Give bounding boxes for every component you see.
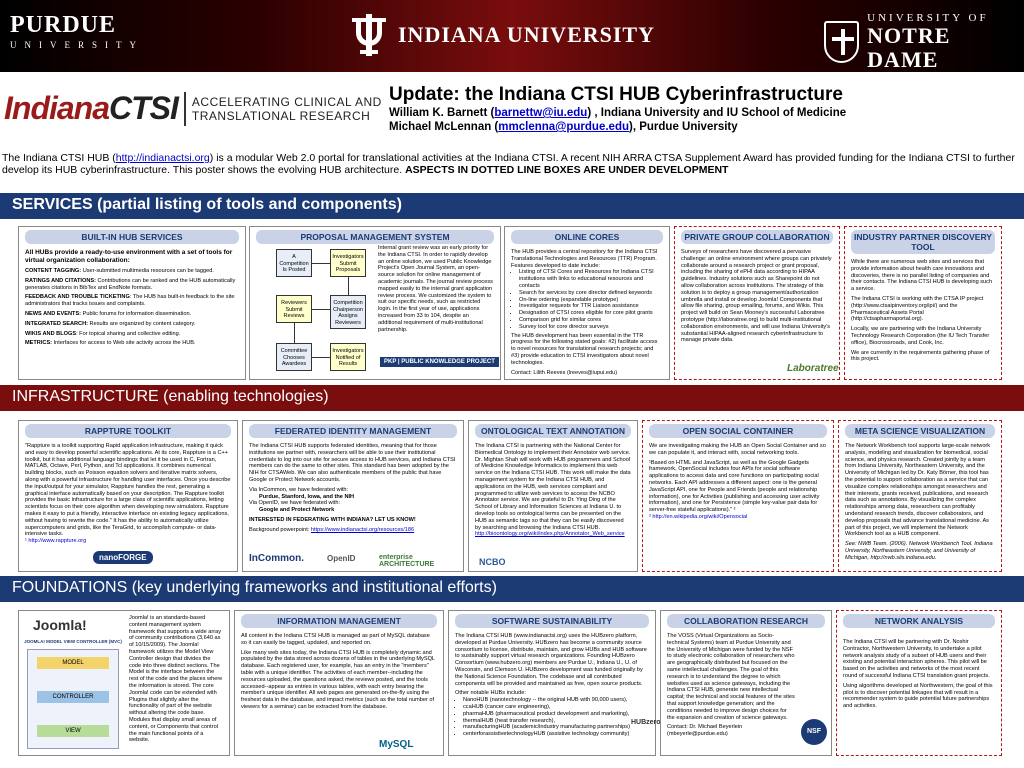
proposal-management-box <box>249 226 501 380</box>
builtin-lead: All HUBs provide a ready-to-use environment with a set of tools for virtual organization collaboration: <box>25 249 233 264</box>
flow-node-choose-awardees: Committee Chooses Awardees <box>276 343 312 371</box>
open-social-box <box>642 420 834 572</box>
opensocial-title: OPEN SOCIAL CONTAINER <box>649 424 827 438</box>
logo-ctsi: CTSI <box>109 90 178 126</box>
list-item: • pharmaHUB (pharmaceutical product development and marketing), <box>463 711 639 718</box>
enterprise-architecture-logo: enterprise ARCHITECTURE <box>379 554 435 568</box>
rappture-ref: ¹ http://www.rappture.org <box>25 538 87 545</box>
collaboration-research-box <box>660 610 832 756</box>
online-cores-text: The HUB provides a central repository for the Indiana CTSI Translational Technologies and Resources (TTR) Program. Features developed to date include: • Listing of CTSI Cores and Resources for Indiana CTSI institutions with links to educational resources and contacts • Search for services by core director defined keywords • On-line ordering (expandable prototype) • Investigator requests for TTR Liaison assistance • Designation of CTSI cores eligible for core pilot grants • Comparison grid for similar cores • Survey tool for core director surveys The HUB development has been essential in the TTR progress for the following stated goals: #2) facilitate access to novel resources for translational research projects; and #3) provide education to CTSI investigators about novel technologies. Contact: Lilith Reeves (lreeves@iupui.edu) <box>505 247 669 381</box>
fedid-text: The Indiana CTSI HUB supports federated identities, meaning that for those institutions we partner with, researchers will be able to use their institutional credentials to log into our site for secure access to HUB services, and Indiana CTSI members can do the same to other sites. This standard has been adopted by the NIH for CTSAWeb. We can also authenticate members of the public that have Google or Protect Network accounts. Via InCommon, we have federated with: Purdue, Stanford, Iowa, and the NIH Via OpenID, we have federated with: Google and Protect Network INTERESTED IN FEDERATING WITH INDIANA? LET US KNOW! Background powerpoint: https://www.indianactsi.org/resources/186 <box>249 443 456 533</box>
purdue-logo <box>10 12 144 50</box>
nd-line2: NOTRE DAME <box>867 23 951 72</box>
author1-email-link[interactable]: barnettw@iu.edu <box>494 107 588 119</box>
builtin-item: WIKIS AND BLOGS: For topical sharing and collective editing. <box>25 330 181 337</box>
logo-tagline <box>192 95 382 123</box>
intro-paragraph: The Indiana CTSI HUB (http://indianactsi.org) is a modular Web 2.0 portal for translational activities at the Indiana CTSI. A recent NIH ARRA CTSA Supplement Award has provided funding for the Indiana CTSI to further develop its HUB cyberinfrastructure. This poster shows the evolving HUB architecture. ASPECTS IN DOTTED LINE BOXES ARE UNDER DEVELOPMENT <box>2 152 1015 176</box>
flow-node-submit-proposals: Investigators Submit Proposals <box>330 249 366 277</box>
openid-logo: OpenID <box>327 554 356 563</box>
flow-node-submit-reviews: Reviewers Submit Reviews <box>276 295 312 323</box>
logo-indiana: Indiana <box>4 90 110 126</box>
online-cores-list <box>519 269 663 330</box>
builtin-item: CONTENT TAGGING: User-submitted multimedia resources can be tagged. <box>25 268 214 274</box>
builtin-text <box>19 247 245 352</box>
online-cores-title: ONLINE CORES <box>511 230 663 244</box>
logo-divider <box>184 92 186 126</box>
opensocial-ref: ² http://en.wikipedia.org/wiki/Opensocial <box>649 513 748 520</box>
poster-title: Update: the Indiana CTSI HUB Cyberinfrastructure <box>389 84 843 105</box>
list-item: • Comparison grid for similar cores <box>519 317 663 324</box>
infomgmt-text: All content in the Indiana CTSI HUB is managed as part of MySQL database so it can easily be tagged, updated, and reported on. Like many web sites today, the Indiana CTSI HUB is completely dynamic and populated by the data stored across dozens of tables in the underlying MySQL database. Each registered user, for example, has an entry in the "members" table with a unique identifier. The activities of each member--including the resources uploaded, the questions asked, the reviews posted, and the tools accessed--appear as entries in various tables, with each entry bearing the member's unique identifier. All web pages are generated on-the-fly using the freshest data in the database, and impact metrics (such as the total number of viewers for a seminar) can be extracted from the database. <box>241 633 435 710</box>
industry-text: While there are numerous web sites and services that provide information about health care innovations and discoveries, there is no parallel listing of companies and their contacts. The Indiana CTSI HUB is developing such a service. The Indiana CTSI is working with the CTSA IP project (http://www.ctsaipinventory.org/ipi/) and the Pharmaceutical Assets Portal (http://ctsapharmaportal.org). Locally, we are partnering with the Indiana University Technology Research Corporation (the IU Tech Transfer office), Biocrossroads, and Cook, Inc. We are currently in the requirements gathering phase of this project. <box>851 259 993 363</box>
author2-email-link[interactable]: mmclenna@purdue.edu <box>498 121 629 133</box>
iu-trident-icon <box>352 14 386 56</box>
author-line-2: Michael McLennan (mmclenna@purdue.edu), Purdue University <box>389 121 738 133</box>
purdue-subtitle: UNIVERSITY <box>10 40 144 50</box>
iu-wordmark: INDIANA UNIVERSITY <box>398 22 655 47</box>
section-foundations: FOUNDATIONS (key underlying frameworks and institutional efforts) <box>0 576 1024 602</box>
ontological-annotation-box <box>468 420 638 572</box>
collab-text: The VOSS (Virtual Organizations as Socio-technical Systems) team at Purdue University and the University of Michigan were funded by the NSF to study electronic collaboration of researchers who are geographically distributed but focused on the same intellectual challenges. The goal of this research is to understand the degree to which websites used as science gateways, including the Indiana CTSI HUB, generate new intellectual capital; the technical and social features of the sites that support knowledge generation; and the conditions needed to improve design choices for the expansion and creation of science gateways. Contact: Dr. Michael Beyerlein (mbeyerle@purdue.edu) <box>667 633 795 738</box>
builtin-item: NEWS AND EVENTS: Public forums for information dissemination. <box>25 310 192 317</box>
flow-node-competition-posted: A Competition Is Posted <box>276 249 312 277</box>
incommon-logo: InCommon. <box>249 553 304 564</box>
ontology-text: The Indiana CTSI is partnering with the National Center for Biomedical Ontology to implement their Annotator web service. Dr. Mightan Shah will work with HUB programmers and School of Medicine Knowledge Informatics to implement this web service on the Indiana CTSI HUB. This work will make the data management system for the Indiana CTSI HUB, and applications on the HUB, web services compliant and programmed to utilize web services to access the NCBO Annotator service. We are grateful to Dr. Ying Ding of the School of Library and Information Sciences at Indiana U. to develop tools so ontological terms can be presented on the HUB as semantic tags so that they can be easily discovered by searching and browsing the Indiana CTSI HUB. http://bioontology.org/wiki/index.php/Annotator_Web_service <box>475 443 631 538</box>
list-item: • Survey tool for core director surveys <box>519 324 663 331</box>
intro-url-link[interactable]: http://indianactsi.org <box>115 152 210 164</box>
mvc-controller-layer: CONTROLLER <box>37 691 109 703</box>
proposal-flow-diagram <box>250 245 376 377</box>
section-infrastructure: INFRASTRUCTURE (enabling technologies) <box>0 385 1024 411</box>
joomla-logo: Joomla! <box>33 617 87 633</box>
proposal-title: PROPOSAL MANAGEMENT SYSTEM <box>256 230 494 244</box>
online-contact: Contact: Lilith Reeves (lreeves@iupui.edu) <box>511 369 618 376</box>
fedid-cta: INTERESTED IN FEDERATING WITH INDIANA? LET US KNOW! <box>249 516 416 523</box>
notre-dame-logo <box>824 12 1024 72</box>
flow-arrow <box>312 357 330 358</box>
rappture-box <box>18 420 238 572</box>
mvc-model-layer: MODEL <box>37 657 109 669</box>
joomla-box <box>18 610 230 756</box>
flow-arrow <box>294 323 295 343</box>
industry-title: INDUSTRY PARTNER DISCOVERY TOOL <box>851 230 995 254</box>
builtin-item: INTEGRATED SEARCH: Results are organized by content category. <box>25 320 196 327</box>
builtin-item: METRICS: Interfaces for access to Web site activity across the HUB. <box>25 340 196 347</box>
list-item: • Investigator requests for TTR Liaison assistance <box>519 303 663 310</box>
flow-node-assign-reviewers: Competition Chairperson Assigns Reviewers <box>330 295 366 329</box>
builtin-services-box <box>18 226 246 380</box>
meta-science-box <box>838 420 1002 572</box>
list-item: • centerforassistivetechnologyHUB (assistive technology community) <box>463 731 639 738</box>
fedid-background-link[interactable]: https://www.indianactsi.org/resources/186 <box>310 526 415 533</box>
rappture-text: "Rappture is a toolkit supporting Rapid application infrastructure, making it quick and easy to develop powerful scientific applications. At its core, Rappture is a C++ toolkit, but it has additional language bindings that let it be used in C, Fortran, MATLAB, Octave, Perl, Python, and Tcl applications. It combines numerical building blocks, such as Poisson equation solvers and iterative matrix solvers, along with a powerful infrastructure for handling user interfaces. Once you describe the input/output for your simulator, Rappture handles the rest, generating a graphical interface automatically based on your description. The Rappture toolkit provides the basic infrastructure for a large class of scientific applications, letting scientists focus on their core algorithm when developing new simulators. Rappture makes it easy to put a friendly, interactive interface on existing legacy applications, without having to rewrite the code." It has the ability to automatically utilize supercomputers and grids, like the TeraGrid, to accomplish compute- or data-intensive tasks. ¹ http://www.rappture.org <box>25 443 231 545</box>
network-text: The Indiana CTSI will be partnering with Dr. Noshir Contractor, Northwestern University, to undertake a pilot network analysis study of a subset of HUB users and their existing and potential interaction spheres. This pilot will be based on the activities and networks of the most recent round of successful Indiana CTSI translation grant projects. Using algorithms developed at Northwestern, the goal of this pilot is to discover potential linkages that will result in a recommender system to guide potential future partnerships and activities. <box>843 639 993 710</box>
shield-icon <box>824 21 859 63</box>
private-text: Surveys of researchers have discovered a pervasive challenge: an online environment where groups can privately collaborate around a research project or grant proposal, including the sharing of ePHI data according to HIPAA guidelines. Industry solutions such as Sharepoint do not allow collaboration across institutions. The strategy of this solution is to deploy a group management/authorization umbrella and install or develop Joomla! Components that allow file sharing, group emailing, forums, and Wikis. This project will build on Sean Mooney's successful Laboratree prototype (http://laboratree.org) to build multi-institutional collaboration environments, and will use Indiana University's substantial HIPAA-aligned research cyberinfrastructure to manage private data. <box>681 249 832 344</box>
list-item: • On-line ordering (expandable prototype) <box>519 297 663 304</box>
joomla-mvc-caption: JOOMLA! MODEL VIEW CONTROLLER (MVC) <box>24 639 122 644</box>
nanoforge-logo: nanoFORGE <box>93 551 153 564</box>
flow-arrow <box>312 309 330 310</box>
list-item: • Designation of CTSI cores eligible for core pilot grants <box>519 310 663 317</box>
collab-contact: Contact: Dr. Michael Beyerlein (mbeyerle@purdue.edu) <box>667 724 743 738</box>
tagline-line1: ACCELERATING CLINICAL AND <box>191 94 382 109</box>
private-title: PRIVATE GROUP COLLABORATION <box>681 230 833 244</box>
software-sustainability-box <box>448 610 661 756</box>
flow-node-notify-results: Investigators Notified of Results <box>330 343 366 371</box>
opensocial-text: We are investigating making the HUB an Open Social Container and so we can populate it, and interact with, social networking tools. ¹Based on HTML and JavaScript, as well as the Google Gadgets framework, OpenSocial includes four APIs for social software applications to access data and core functions on participating social networks. Each API addresses a different aspect: one is the general JavaScript API, one for People and Friends (people and relationship information), one for Activities (publishing and accessing user activity information), and one for Persistence (simple key-value pair data for server-free stateful applications)." ² ² http://en.wikipedia.org/wiki/Opensocial <box>649 443 826 520</box>
rappture-title: RAPPTURE TOOLKIT <box>25 424 231 438</box>
federated-identity-box <box>242 420 464 572</box>
list-item: • Search for services by core director defined keywords <box>519 290 663 297</box>
builtin-item: RATINGS AND CITATIONS: Contributions can be ranked and the HUB automatically generates citations in BibTex and EndNote formats. <box>25 277 236 291</box>
proposal-text: Internal grant review was an early priority for the Indiana CTSI. In order to rapidly develop an online solution, we used Public Knowledge Project's Open Journal System, an open-source solution for online management of academic journals. The journal review process mapped easily to the internal grant application review process. We customized the system to suit our specific needs, such as restricted login. In the first year of use, applications increased from 33 to 104, despite an additional requirement of multi-institutional partnership. <box>378 245 493 333</box>
author-line-1: William K. Barnett (barnettw@iu.edu) , Indiana University and IU School of Medicine <box>389 107 847 119</box>
industry-partner-box <box>844 226 1002 380</box>
list-item: • NanoHUB (nanotechnology -- the original HUB with 90,000 users), <box>463 697 639 704</box>
joomla-mvc-diagram <box>23 615 123 753</box>
mvc-view-layer: VIEW <box>37 725 109 737</box>
network-analysis-box <box>836 610 1002 756</box>
mysql-logo: MySQL <box>379 739 414 750</box>
header-banner <box>0 0 1024 72</box>
builtin-title: BUILT-IN HUB SERVICES <box>25 230 239 244</box>
metascience-title: META SCIENCE VISUALIZATION <box>845 424 995 438</box>
ontology-title: ONTOLOGICAL TEXT ANNOTATION <box>475 424 631 438</box>
software-hubs-list <box>463 697 639 738</box>
collab-title: COLLABORATION RESEARCH <box>667 614 825 628</box>
indiana-ctsi-logo <box>4 90 382 127</box>
ontology-url-link[interactable]: http://bioontology.org/wiki/index.php/Annotator_Web_service <box>475 531 625 538</box>
software-title: SOFTWARE SUSTAINABILITY <box>455 614 649 628</box>
ncbo-logo: NCBO <box>479 557 506 567</box>
tagline-line2: TRANSLATIONAL RESEARCH <box>191 108 371 123</box>
list-item: • ccaHUB (cancer care engineering), <box>463 704 639 711</box>
flow-arrow <box>312 263 330 264</box>
pkp-logo: PKP | PUBLIC KNOWLEDGE PROJECT <box>380 357 499 367</box>
builtin-item: FEEDBACK AND TROUBLE TICKETING: The HUB has built-in feedback to the site administrators that tracks issues and complaints. <box>25 294 235 308</box>
section-services: SERVICES (partial listing of tools and components) <box>0 193 1024 219</box>
online-cores-box <box>504 226 670 380</box>
nd-line1: UNIVERSITY OF <box>867 12 989 24</box>
purdue-wordmark: PURDUE <box>10 12 116 38</box>
network-title: NETWORK ANALYSIS <box>843 614 995 628</box>
poster-title-block <box>389 84 846 134</box>
metascience-ref: See: NWB Team. (2006). Network Workbench Tool. Indiana University, Northeastern University, and University of Michigan, http://nwb.slis.indiana.edu. <box>845 541 993 561</box>
information-management-box <box>234 610 444 756</box>
joomla-text: Joomla! is an standards-based content management system framework that supports a wide array of community contributions (3,640 as of 10/15/2009). The Joomla! framework utilizes the Model View Controller design that divides the code into three distinct sections. The Model is the interface between the rest of the code and the places where the information is stored. The core Joomla! code can be extended with Plugins that slightly alter the functionality of part of the website without altering the code base. Modules that display small areas of content, or Components that control the main functional points of a website. <box>129 615 223 744</box>
fedid-title: FEDERATED IDENTITY MANAGEMENT <box>249 424 457 438</box>
laboratree-logo: Laboratree <box>787 363 839 374</box>
intro-bold-note: ASPECTS IN DOTTED LINE BOXES ARE UNDER DEVELOPMENT <box>405 164 729 176</box>
hubzero-logo: HUBzero <box>631 719 661 726</box>
software-text: The Indiana CTSI HUB (www.indianactsi.org) uses the HUBzero platform, developed at Purdue University. HUBzero has become a community source consortium to license, distribute, maintain, and grow HUBs and HUB software to sustainably support virtual research organizations. Founding HUBzero Consortium (www.hubzero.org) members are Purdue U., Indiana U., U. of Wisconsin, and Clemson U. HUBzero development was funded originally by the National Science Foundation. The codebase and all contributed components will be provided and maintained as free, open source products. Other notable HUBs include: • NanoHUB (nanotechnology -- the original HUB with 90,000 users), • ccaHUB (cancer care engineering), • pharmaHUB (pharmaceutical product development and marketing), • thermalHUB (heat transfer research), • manufacturingHUB (academic/industry manufacturing partnerships) • centerforassistivetechnologyHUB (assistive technology community) <box>449 631 655 742</box>
nsf-logo: NSF <box>801 719 827 745</box>
iu-logo <box>352 14 655 56</box>
private-group-box <box>674 226 840 380</box>
list-item: • manufacturingHUB (academic/industry manufacturing partnerships) <box>463 724 639 731</box>
flow-arrow <box>348 277 349 295</box>
infomgmt-title: INFORMATION MANAGEMENT <box>241 614 437 628</box>
list-item: • Listing of CTSI Cores and Resources for Indiana CTSI institutions with links to educational resources and contacts <box>519 269 663 289</box>
metascience-text: The Network Workbench tool supports large-scale network analysis, modeling and visualization for biomedical, social science, and physics research. Created jointly by a team from Indiana University, Northeastern University, and the University of Michigan led by Dr. Katy Börner, this tool has the potential to support collaboration as a service that can visualize complex relationships amongst researchers and their interests, grants received, publications, and research data such as annotations. By visualizing the complex relationships among data, researchers can profitably understand research trends, discover collaborators, and develop proposals that advance translational medicine. As part of this project, we will implement the Network Workbench tool as a HUB component. See: NWB Team. (2006). Network Workbench Tool. Indiana University, Northeastern University, and University of Michigan, http://nwb.slis.indiana.edu. <box>839 441 1001 567</box>
list-item: • thermalHUB (heat transfer research), <box>463 718 639 725</box>
